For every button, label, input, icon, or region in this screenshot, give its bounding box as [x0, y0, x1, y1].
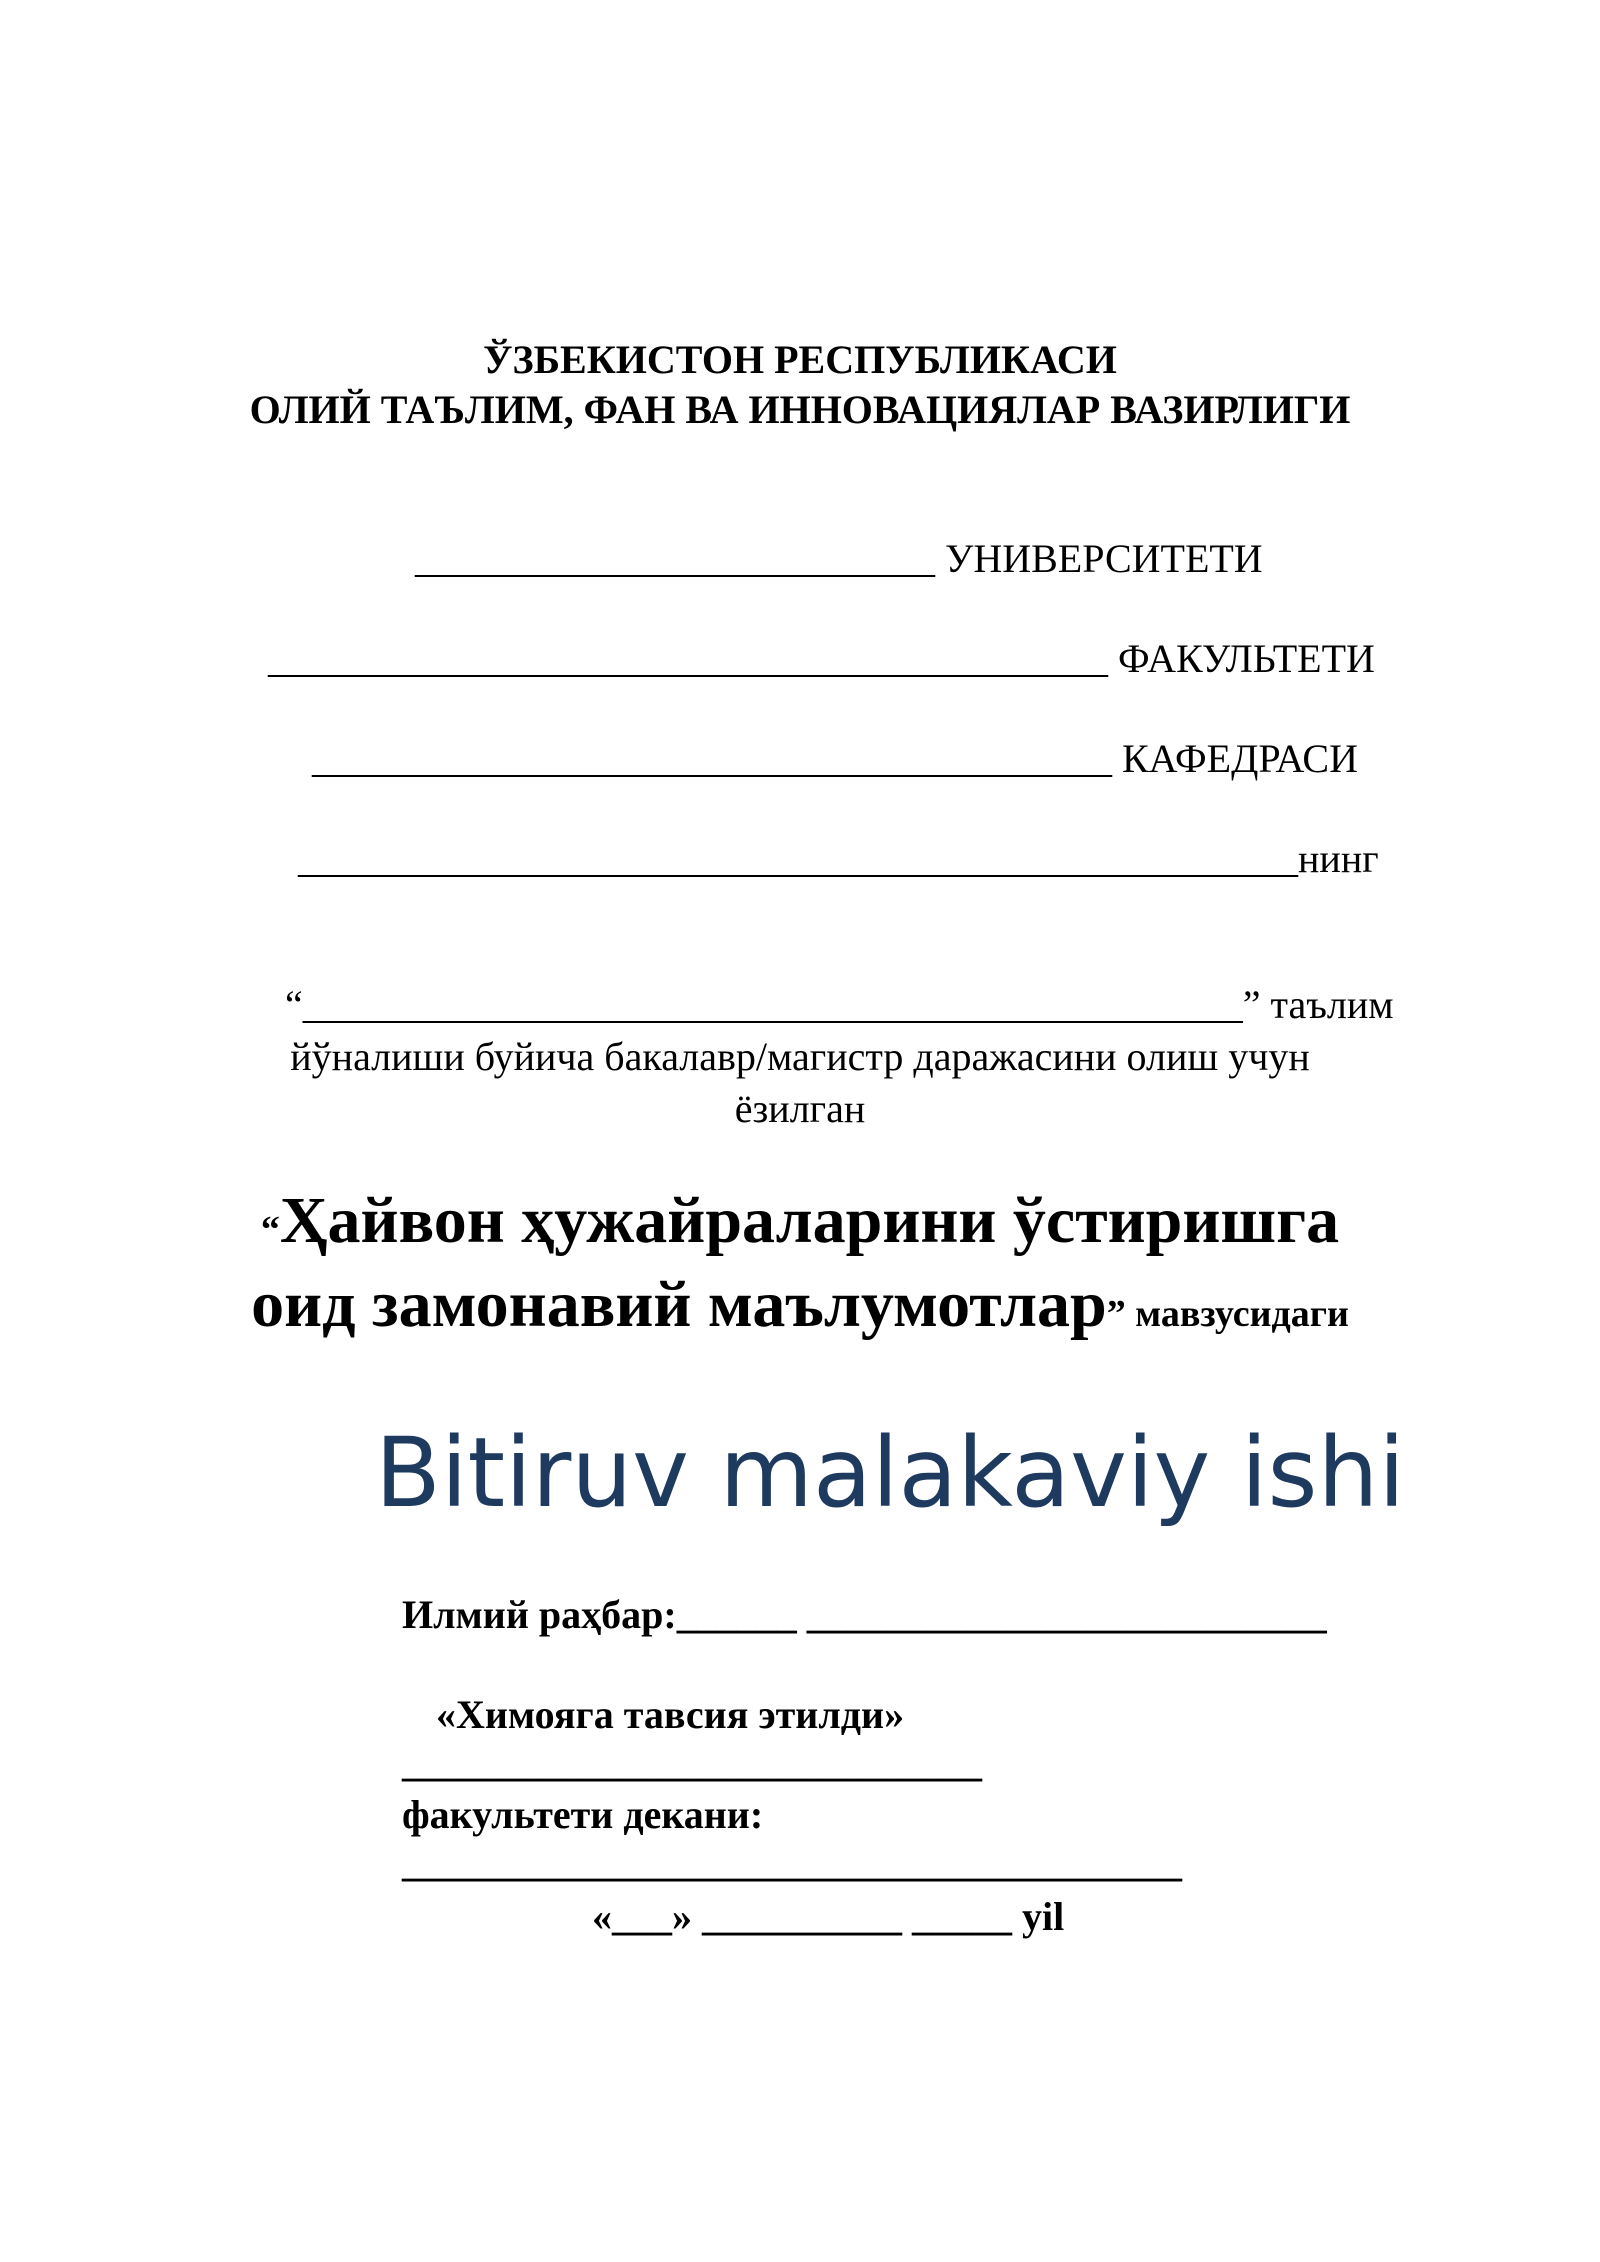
degree-line: йўналиши буйича бакалавр/магистр даражасини олиш учун — [290, 1034, 1310, 1079]
work-type-title: Bitiruv malakaviy ishi — [375, 1417, 1406, 1529]
dean-blank: _______________________________________ — [402, 1840, 1182, 1885]
supervisor-line: Илмий раҳбар:______ __________________________ — [402, 1592, 1327, 1637]
date-line: «___» __________ _____ yil — [592, 1894, 1065, 1939]
ministry-title: ОЛИЙ ТАЪЛИМ, ФАН ВА ИННОВАЦИЯЛАР ВАЗИРЛИГИ — [249, 387, 1351, 432]
written-line: ёзилган — [734, 1086, 866, 1131]
department-line: ________________________________________ КАФЕДРАСИ — [312, 736, 1358, 781]
faculty-line: __________________________________________ ФАКУЛЬТЕТИ — [268, 636, 1375, 681]
topic-line-2 — [0, 1264, 1600, 1355]
direction-line: “_______________________________________________” таълим — [285, 982, 1394, 1027]
topic-text-1: Ҳайвон ҳужайраларини ўстиришга — [279, 1184, 1340, 1257]
dean-label: факультети декани: — [402, 1792, 764, 1837]
topic-close-quote: ” — [1106, 1293, 1126, 1335]
topic-line-1 — [0, 1180, 1600, 1271]
recommended-line: «Химояга тавсия этилди» — [436, 1692, 905, 1737]
student-line: __________________________________________________нинг — [298, 836, 1379, 881]
topic-text-2: оид замонавий маълумотлар — [251, 1268, 1107, 1341]
university-line: __________________________ УНИВЕРСИТЕТИ — [415, 536, 1263, 581]
topic-suffix: мавзусидаги — [1125, 1293, 1349, 1335]
recommended-blank: _____________________________ — [402, 1740, 982, 1785]
topic-open-quote: “ — [260, 1209, 280, 1251]
country-title: ЎЗБЕКИСТОН РЕСПУБЛИКАСИ — [483, 337, 1117, 382]
